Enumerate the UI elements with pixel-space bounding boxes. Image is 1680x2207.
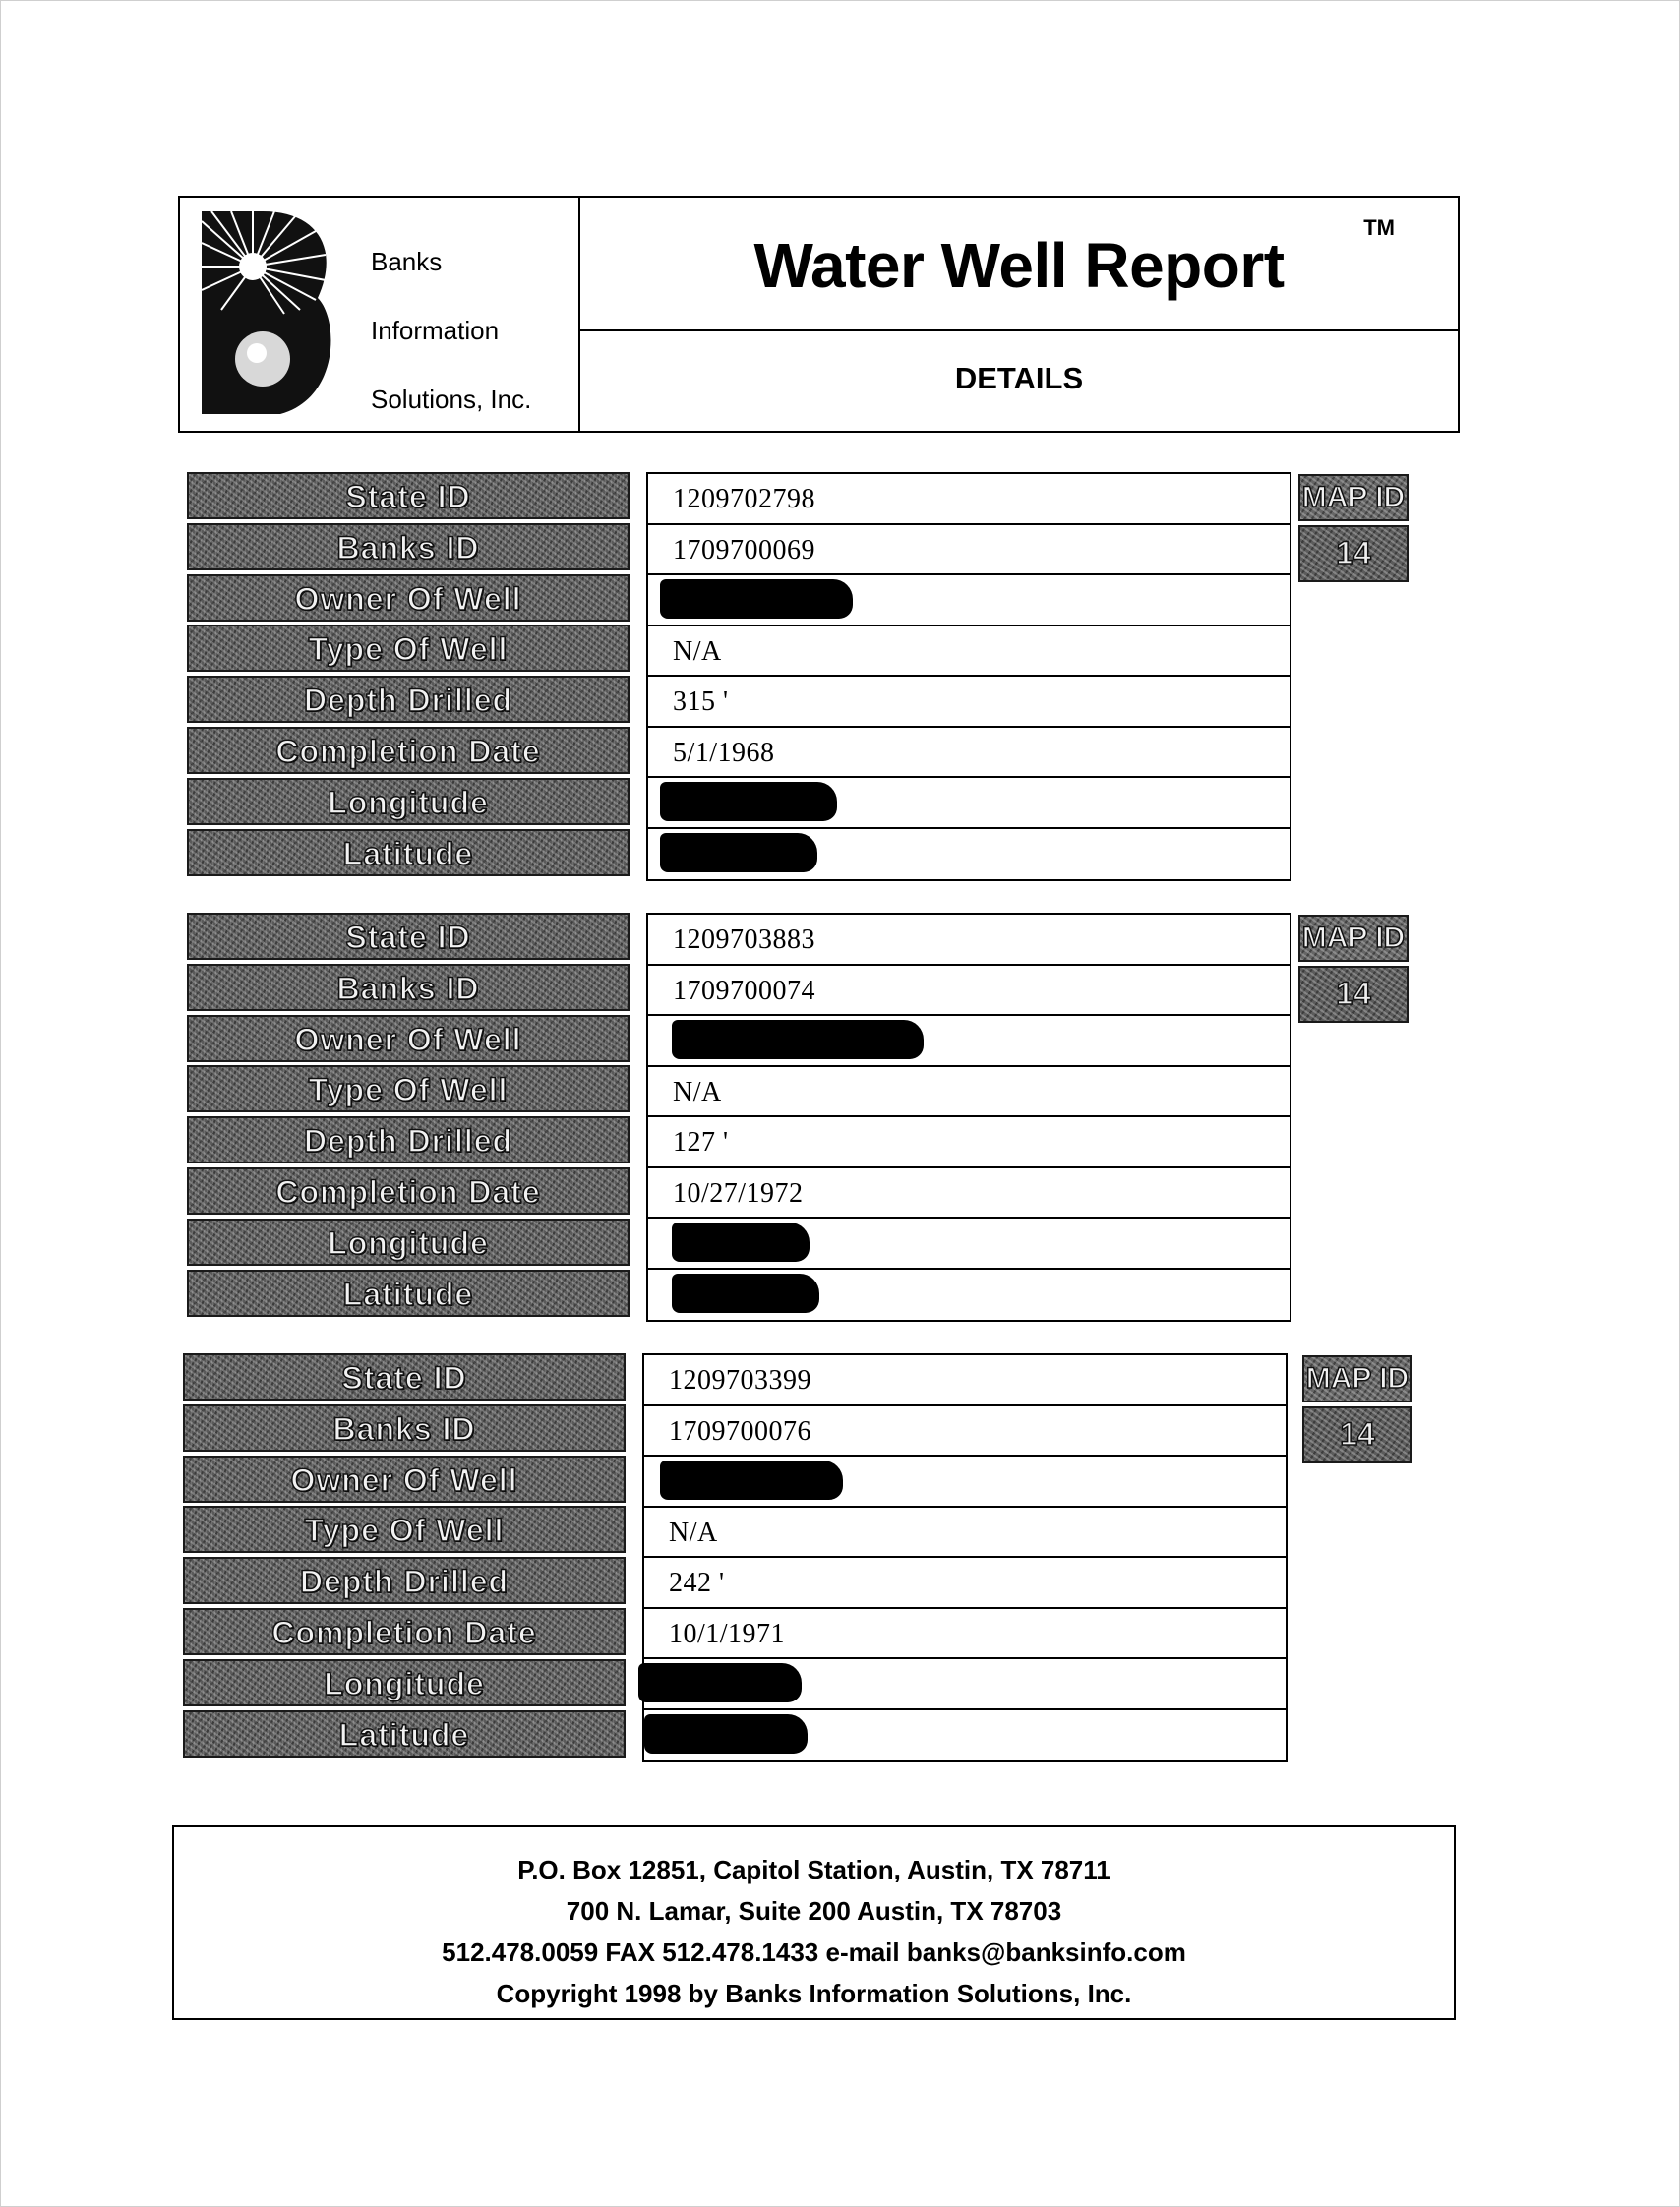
label-state-id: State ID — [187, 472, 630, 519]
map-id-value: 14 — [1302, 1406, 1412, 1463]
value-completion-date: 5/1/1968 — [648, 728, 1290, 779]
label-type-of-well: Type Of Well — [187, 1065, 630, 1112]
value-banks-id: 1709700069 — [648, 525, 1290, 576]
value-completion-date: 10/1/1971 — [644, 1609, 1286, 1660]
value-longitude — [644, 1659, 1286, 1710]
map-id-value: 14 — [1298, 966, 1409, 1023]
company-name — [371, 227, 531, 434]
value-owner-of-well — [648, 1016, 1290, 1067]
value-type-of-well: N/A — [644, 1508, 1286, 1559]
well-labels — [183, 1353, 626, 1760]
label-owner-of-well: Owner Of Well — [187, 1015, 630, 1062]
report-title: Water Well Report — [753, 230, 1285, 301]
redaction-mark — [638, 1663, 802, 1702]
trademark-mark: TM — [1363, 215, 1395, 240]
company-name-line3: Solutions, Inc. — [371, 385, 532, 414]
label-banks-id: Banks ID — [187, 964, 630, 1011]
value-type-of-well: N/A — [648, 626, 1290, 678]
label-banks-id: Banks ID — [183, 1404, 626, 1452]
value-latitude — [648, 829, 1290, 880]
label-longitude: Longitude — [183, 1659, 626, 1706]
map-id-value: 14 — [1298, 525, 1409, 582]
company-name-line1: Banks — [371, 247, 443, 276]
redaction-mark — [672, 1274, 819, 1313]
value-longitude — [648, 778, 1290, 829]
value-banks-id: 1709700074 — [648, 966, 1290, 1017]
footer-street-address: 700 N. Lamar, Suite 200 Austin, TX 78703 — [566, 1896, 1062, 1926]
well-record-1 — [0, 472, 1680, 885]
value-banks-id: 1709700076 — [644, 1406, 1286, 1458]
label-state-id: State ID — [183, 1353, 626, 1401]
well-record-2 — [0, 913, 1680, 1326]
redaction-mark — [672, 1020, 924, 1059]
label-longitude: Longitude — [187, 1219, 630, 1266]
redaction-mark — [644, 1714, 808, 1754]
label-owner-of-well: Owner Of Well — [183, 1456, 626, 1503]
value-owner-of-well — [648, 575, 1290, 626]
value-state-id: 1209702798 — [648, 474, 1290, 525]
label-completion-date: Completion Date — [187, 1167, 630, 1215]
label-depth-drilled: Depth Drilled — [187, 1116, 630, 1163]
label-depth-drilled: Depth Drilled — [187, 676, 630, 723]
value-latitude — [644, 1710, 1286, 1761]
redaction-mark — [672, 1223, 810, 1262]
footer-copyright: Copyright 1998 by Banks Information Solutions, Inc. — [496, 1979, 1132, 2008]
well-values — [642, 1353, 1288, 1762]
label-longitude: Longitude — [187, 778, 630, 825]
map-id-label: MAP ID — [1298, 915, 1409, 962]
well-values — [646, 472, 1291, 881]
label-depth-drilled: Depth Drilled — [183, 1557, 626, 1604]
report-subtitle: DETAILS — [954, 361, 1084, 395]
well-labels — [187, 472, 630, 879]
company-name-line2: Information — [371, 316, 500, 345]
redaction-mark — [660, 579, 853, 619]
label-banks-id: Banks ID — [187, 523, 630, 570]
label-completion-date: Completion Date — [187, 727, 630, 774]
redaction-mark — [660, 1461, 843, 1500]
label-type-of-well: Type Of Well — [183, 1506, 626, 1553]
value-depth-drilled: 127 ' — [648, 1117, 1290, 1168]
value-completion-date: 10/27/1972 — [648, 1168, 1290, 1220]
label-latitude: Latitude — [187, 1270, 630, 1317]
subtitle-cell — [580, 331, 1458, 431]
label-latitude: Latitude — [183, 1710, 626, 1758]
value-owner-of-well — [644, 1457, 1286, 1508]
map-id-label: MAP ID — [1298, 474, 1409, 521]
value-depth-drilled: 315 ' — [648, 677, 1290, 728]
footer-po-box: P.O. Box 12851, Capitol Station, Austin, TX 78711 — [517, 1855, 1110, 1884]
footer-phone-fax-email: 512.478.0059 FAX 512.478.1433 e-mail banks@banksinfo.com — [442, 1938, 1186, 1967]
value-latitude — [648, 1270, 1290, 1321]
label-completion-date: Completion Date — [183, 1608, 626, 1655]
redaction-mark — [660, 782, 837, 821]
contact-footer — [172, 1825, 1456, 2020]
well-values — [646, 913, 1291, 1322]
label-type-of-well: Type Of Well — [187, 625, 630, 672]
value-longitude — [648, 1219, 1290, 1270]
redaction-mark — [660, 833, 817, 872]
value-type-of-well: N/A — [648, 1067, 1290, 1118]
label-owner-of-well: Owner Of Well — [187, 574, 630, 622]
well-labels — [187, 913, 630, 1320]
report-header — [178, 196, 1460, 433]
value-state-id: 1209703883 — [648, 915, 1290, 966]
value-state-id: 1209703399 — [644, 1355, 1286, 1406]
value-depth-drilled: 242 ' — [644, 1558, 1286, 1609]
title-cell — [580, 198, 1458, 331]
company-logo-block — [180, 198, 580, 431]
label-latitude: Latitude — [187, 829, 630, 876]
map-id-label: MAP ID — [1302, 1355, 1412, 1402]
label-state-id: State ID — [187, 913, 630, 960]
well-record-3 — [0, 1353, 1680, 1766]
banks-logo-icon — [202, 211, 339, 414]
